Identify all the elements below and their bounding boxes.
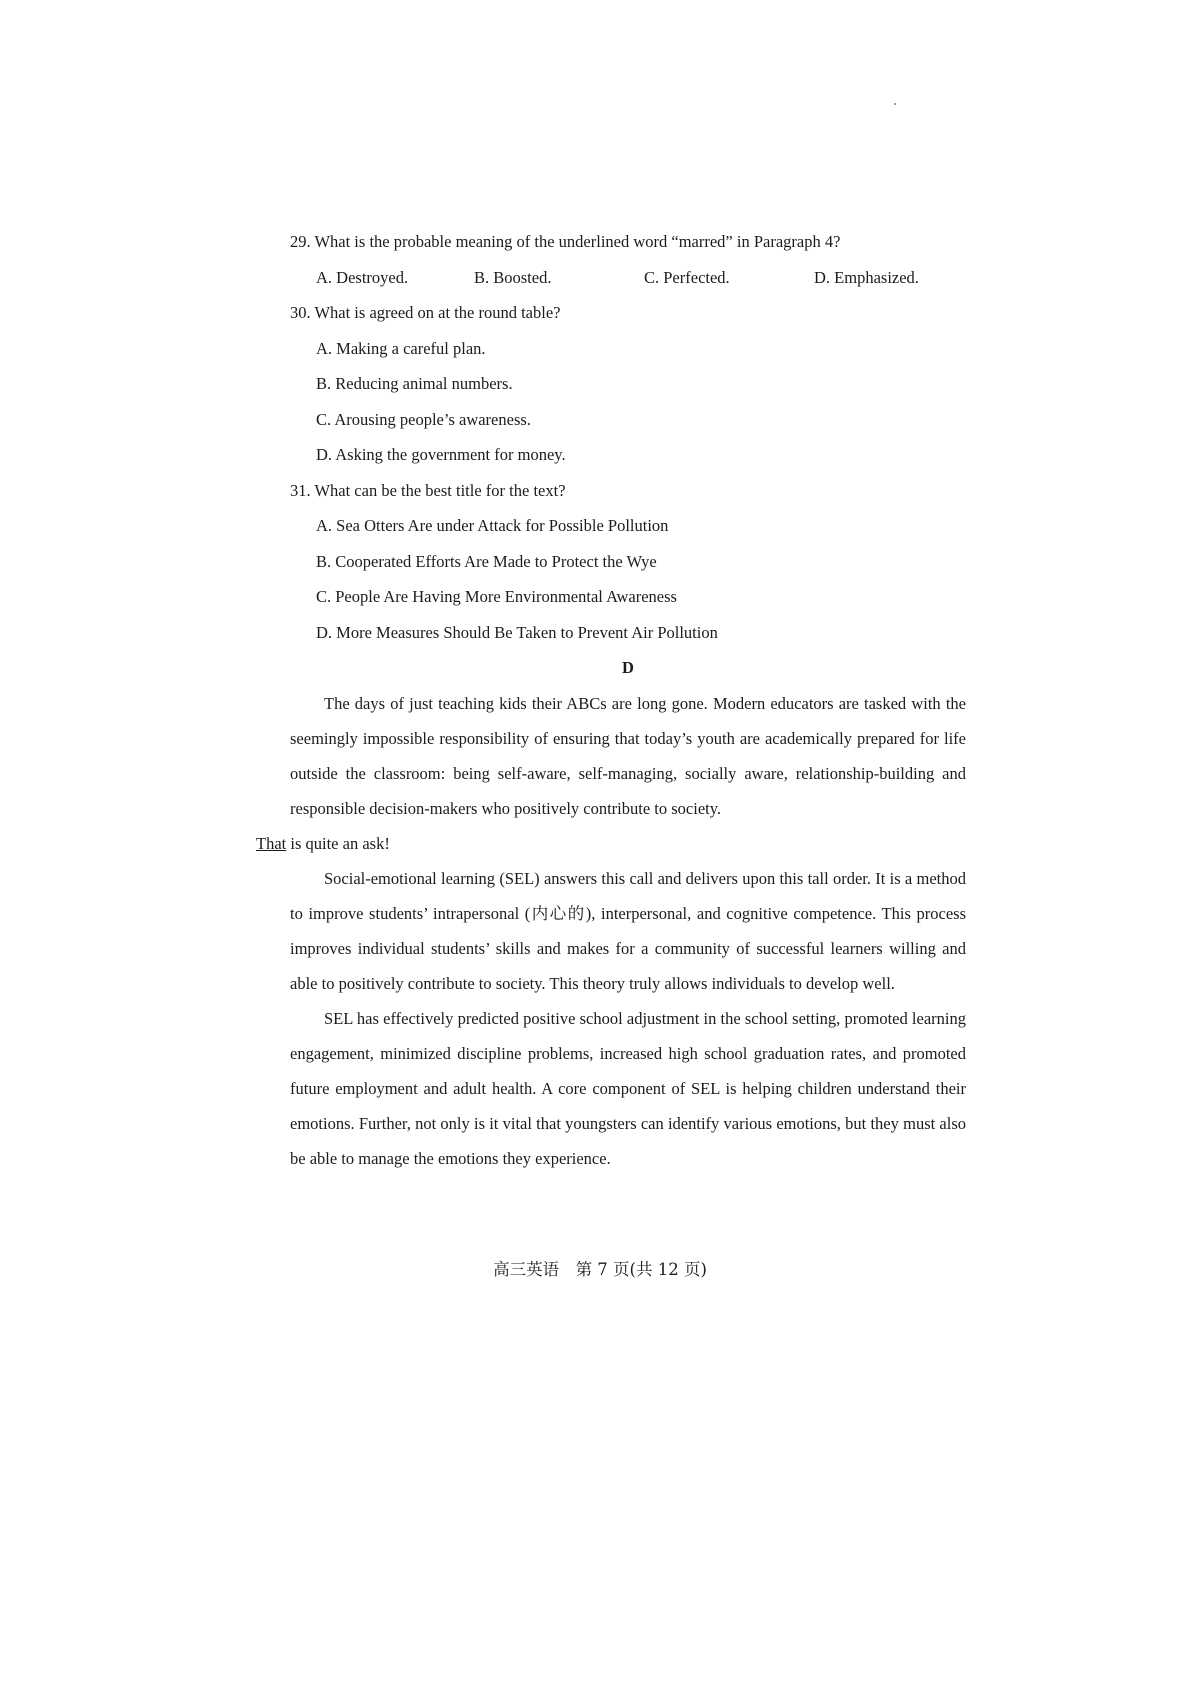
question-29-options: [290, 260, 966, 296]
page-content: [256, 224, 966, 1176]
question-29-option-a: A. Destroyed.: [316, 267, 409, 287]
passage-paragraph-3: SEL has effectively predicted positive school adjustment in the school setting, promoted learning engagement, minimized discipline problems, increased high school graduation rates, and promoted future employment and adult health. A core component of SEL is helping children understand their emotions. Further, not only is it vital that youngsters can identify various emotions, but they must also be able to manage the emotions they experience.: [290, 1009, 966, 1168]
scan-speck: [894, 103, 896, 105]
underlined-word-that: That: [256, 834, 287, 853]
paragraph-1-tail: is quite an ask!: [286, 834, 390, 853]
question-29-option-b: B. Boosted.: [474, 267, 552, 287]
question-31-option-c: C. People Are Having More Environmental Awareness: [316, 587, 677, 606]
question-30-option-c: C. Arousing people’s awareness.: [316, 409, 531, 429]
question-29-option-c: C. Perfected.: [644, 267, 730, 287]
section-heading: D: [622, 658, 634, 677]
question-31-stem: 31. What can be the best title for the text?: [290, 480, 566, 500]
question-31-option-d: D. More Measures Should Be Taken to Prevent Air Pollution: [316, 622, 718, 642]
page-footer: 高三英语 第 7 页(共 12 页): [493, 1260, 707, 1279]
passage-paragraph-1: [256, 686, 966, 861]
question-30-option-b: B. Reducing animal numbers.: [316, 374, 513, 393]
question-29-stem: 29. What is the probable meaning of the underlined word “marred” in Paragraph 4?: [290, 232, 841, 251]
question-30-option-d: D. Asking the government for money.: [316, 445, 566, 464]
passage-paragraph-2: Social-emotional learning (SEL) answers this call and delivers upon this tall order. It is a method to improve students’ intrapersonal (内心的), interpersonal, and cognitive competence. This process improves individual students’ skills and makes for a community of successful learners willing and able to positively contribute to society. This theory truly allows individuals to develop well.: [290, 869, 966, 993]
question-29-option-d: D. Emphasized.: [814, 267, 919, 287]
question-30-option-a: A. Making a careful plan.: [316, 338, 486, 358]
question-31-option-b: B. Cooperated Efforts Are Made to Protect the Wye: [316, 551, 657, 571]
question-31-option-a: A. Sea Otters Are under Attack for Possible Pollution: [316, 516, 669, 535]
paragraph-1-text: The days of just teaching kids their ABCs are long gone. Modern educators are tasked with the seemingly impossible responsibility of ensuring that today’s youth are academically prepared for life outside the classroom: being self-aware, self-managing, socially aware, relationship-building and responsible decision-makers who positively contribute to society.: [290, 694, 966, 818]
question-30-stem: 30. What is agreed on at the round table?: [290, 303, 561, 322]
